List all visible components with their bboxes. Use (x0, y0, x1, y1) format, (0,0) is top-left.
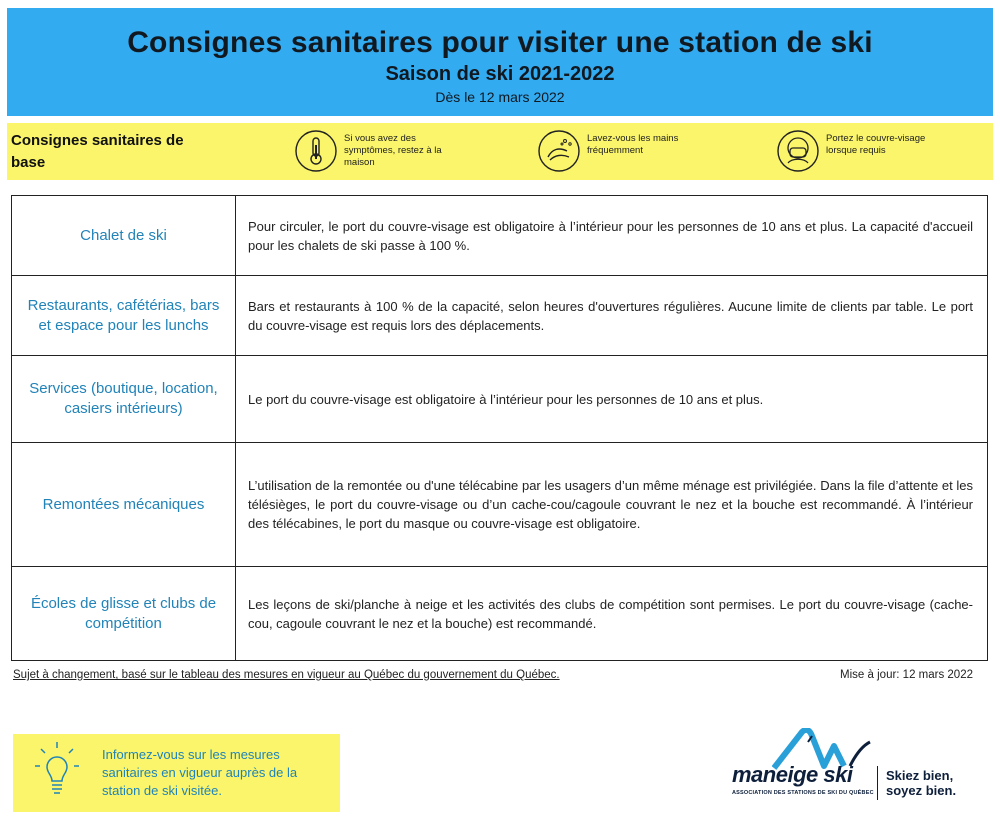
effective-date: Dès le 12 mars 2022 (435, 89, 565, 105)
association-name: ASSOCIATION DES STATIONS DE SKI DU QUÉBEC (732, 790, 874, 796)
table-row (12, 196, 987, 276)
row-category: Remontées mécaniques (12, 443, 236, 566)
brand-name: maneige ski (732, 762, 853, 787)
guidelines-table (11, 195, 988, 661)
table-row (12, 356, 987, 443)
row-description: Bars et restaurants à 100 % de la capacité, selon heures d'ouvertures régulières. Aucune limite de clients par table. Le port du couvre-visage est requis lors des déplacements. (248, 298, 973, 333)
face-mask-icon (776, 129, 820, 173)
logo-divider (877, 766, 878, 800)
header-banner (7, 8, 993, 116)
basic-item-text: Portez le couvre-visage lorsque requis (826, 133, 926, 156)
basic-item-text: Si vous avez des symptômes, restez à la maison (344, 133, 442, 168)
row-description: Les leçons de ski/planche à neige et les activités des clubs de compétition sont permises. Le port du couvre-visage (cache-cou, cagoule couvrant le nez et la bouche) est recommandé. (248, 596, 973, 631)
basic-guidelines-bar (7, 123, 993, 180)
row-category: Écoles de glisse et clubs de compétition (12, 567, 236, 660)
hand-wash-icon (537, 129, 581, 173)
page-subtitle: Saison de ski 2021-2022 (385, 63, 615, 85)
source-note: Sujet à changement, basé sur le tableau des mesures en vigueur au Québec du gouvernement du Québec. (13, 669, 560, 681)
maneige-logo (732, 728, 982, 808)
row-category: Restaurants, cafétérias, bars et espace pour les lunchs (12, 276, 236, 355)
row-description: Pour circuler, le port du couvre-visage est obligatoire à l’intérieur pour les personnes de 10 ans et plus. La capacité d'accueil pour les chalets de ski passe à 100 %. (248, 218, 973, 253)
row-description: L’utilisation de la remontée ou d'une télécabine par les usagers d’un même ménage est privilégiée. Dans la file d’attente et les télésièges, le port du couvre-visage ou d’un cache-cou/cagoule couvrant le nez et la bouche est recommandé. À l’intérieur des télécabines, le port du masque ou couvre-visage est obligatoire. (248, 478, 973, 531)
basic-guidelines-label: Consignes sanitaires de base (11, 132, 184, 171)
table-row (12, 567, 987, 660)
table-row (12, 276, 987, 356)
page-title: Consignes sanitaires pour visiter une station de ski (127, 26, 873, 59)
table-row (12, 443, 987, 567)
thermometer-icon (294, 129, 338, 173)
basic-item-text: Lavez-vous les mains fréquemment (587, 133, 679, 156)
row-description: Le port du couvre-visage est obligatoire à l’intérieur pour les personnes de 10 ans et plus. (248, 391, 764, 407)
tagline (886, 768, 956, 798)
lightbulb-icon (33, 740, 81, 806)
info-text: Informez-vous sur les mesures sanitaires en vigueur auprès de la station de ski visitée. (102, 747, 298, 798)
update-date: Mise à jour: 12 mars 2022 (840, 669, 973, 681)
row-category: Chalet de ski (12, 196, 236, 275)
tagline-line-1: Skiez bien, (886, 768, 954, 783)
tagline-line-2: soyez bien. (886, 783, 957, 798)
info-box (13, 734, 340, 812)
row-category: Services (boutique, location, casiers intérieurs) (12, 356, 236, 442)
